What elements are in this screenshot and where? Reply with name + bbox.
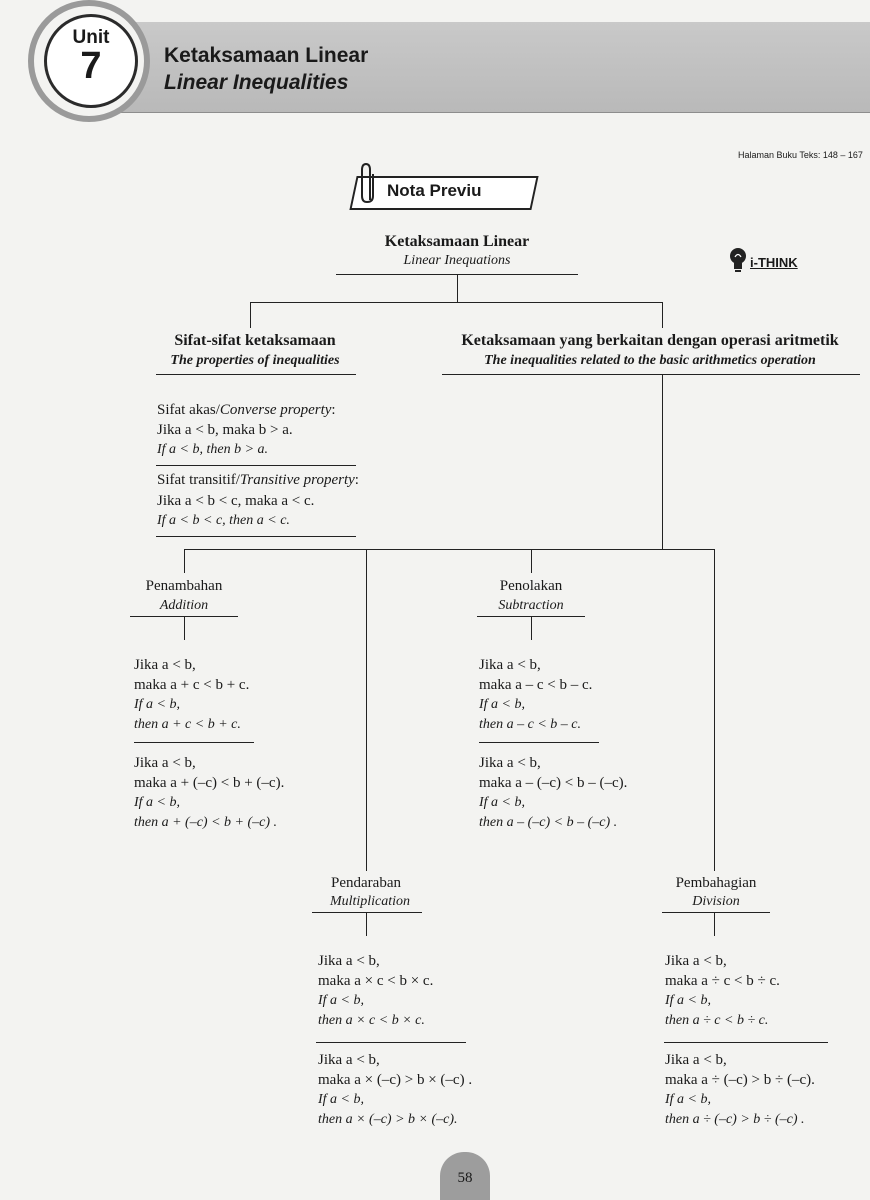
root-title: Ketaksamaan Linear xyxy=(384,233,530,250)
page-number: 58 xyxy=(457,1170,473,1186)
connector xyxy=(250,302,251,328)
multiplication-subheading: Multiplication xyxy=(329,894,411,909)
divider xyxy=(156,465,356,466)
subtraction-rule-2: Jika a < b, maka a – (–c) < b – (–c). If a < b, then a – (–c) < b – (–c) . xyxy=(479,755,628,830)
division-rule-2: Jika a < b, maka a ÷ (–c) > b ÷ (–c). If a < b, then a ÷ (–c) > b ÷ (–c) . xyxy=(665,1052,815,1127)
connector xyxy=(366,549,367,871)
unit-label: Unit xyxy=(72,27,110,48)
converse-rule-en: If a < b, then b > a. xyxy=(157,442,269,457)
properties-subheading: The properties of inequalities xyxy=(170,353,340,368)
divider xyxy=(134,742,254,743)
properties-underline xyxy=(156,374,356,375)
subtraction-rule-1: Jika a < b, maka a – c < b – c. If a < b, then a – c < b – c. xyxy=(479,657,593,732)
unit-badge xyxy=(44,14,138,108)
connector xyxy=(366,912,367,936)
multiplication-heading: Pendaraban xyxy=(331,875,401,891)
paperclip-icon xyxy=(358,160,378,204)
divider xyxy=(664,1042,828,1043)
connector xyxy=(714,912,715,936)
transitive-property-label: Sifat transitif/Transitive property: xyxy=(157,472,359,488)
addition-rule-2: Jika a < b, maka a + (–c) < b + (–c). If a < b, then a + (–c) < b + (–c) . xyxy=(134,755,285,830)
subtraction-subheading: Subtraction xyxy=(498,598,564,613)
arith-subheading: The inequalities related to the basic arithmetics operation xyxy=(484,353,816,368)
division-heading: Pembahagian xyxy=(675,875,757,891)
connector xyxy=(531,616,532,640)
connector xyxy=(250,302,662,303)
unit-number: 7 xyxy=(80,45,102,87)
properties-heading: Sifat-sifat ketaksamaan xyxy=(174,332,336,349)
addition-heading: Penambahan xyxy=(145,578,223,594)
subtraction-heading: Penolakan xyxy=(499,578,563,594)
divider xyxy=(316,1042,466,1043)
connector xyxy=(662,302,663,328)
transitive-rule-en: If a < b < c, then a < c. xyxy=(157,513,290,528)
lightbulb-icon xyxy=(728,247,748,273)
addition-subheading: Addition xyxy=(159,598,209,613)
arith-heading: Ketaksamaan yang berkaitan dengan operasi aritmetik xyxy=(461,332,839,349)
divider xyxy=(156,536,356,537)
division-rule-1: Jika a < b, maka a ÷ c < b ÷ c. If a < b, then a ÷ c < b ÷ c. xyxy=(665,953,780,1028)
connector xyxy=(184,549,714,550)
addition-rule-1: Jika a < b, maka a + c < b + c. If a < b, then a + c < b + c. xyxy=(134,657,250,732)
arith-underline xyxy=(442,374,860,375)
ithink-label: i-THINK xyxy=(750,255,798,270)
connector xyxy=(714,549,715,871)
multiplication-rule-1: Jika a < b, maka a × c < b × c. If a < b, then a × c < b × c. xyxy=(318,953,434,1028)
divider xyxy=(662,912,770,913)
transitive-rule: Jika a < b < c, maka a < c. xyxy=(157,493,315,509)
nota-previu-label: Nota Previu xyxy=(387,181,482,200)
chapter-title: Ketaksamaan Linear xyxy=(164,44,369,67)
divider xyxy=(479,742,599,743)
textbook-ref: Halaman Buku Teks: 148 – 167 xyxy=(738,150,863,160)
division-subheading: Division xyxy=(692,894,740,909)
chapter-subtitle: Linear Inequalities xyxy=(164,71,349,94)
connector xyxy=(531,549,532,573)
converse-property-label: Sifat akas/Converse property: xyxy=(157,402,336,418)
converse-rule: Jika a < b, maka b > a. xyxy=(157,422,293,438)
connector xyxy=(662,374,663,549)
connector xyxy=(457,274,458,302)
connector xyxy=(184,549,185,573)
root-subtitle: Linear Inequations xyxy=(403,253,511,268)
connector xyxy=(184,616,185,640)
divider xyxy=(312,912,422,913)
multiplication-rule-2: Jika a < b, maka a × (–c) > b × (–c) . If a < b, then a × (–c) > b × (–c). xyxy=(318,1052,473,1127)
